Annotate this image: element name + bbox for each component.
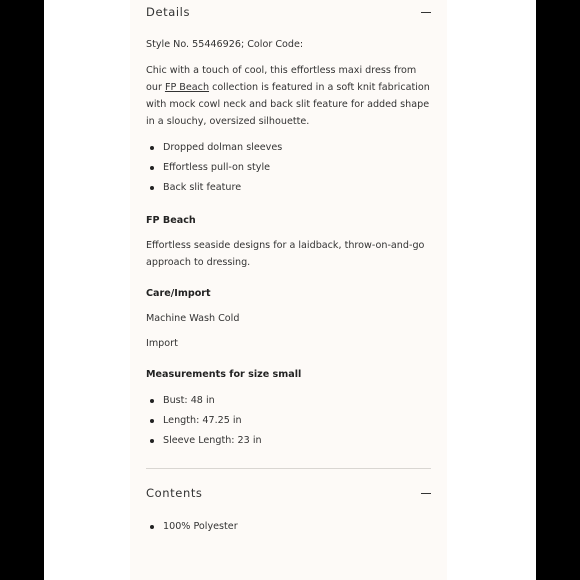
- bullet-icon: [150, 166, 154, 170]
- collapse-minus-icon[interactable]: [421, 493, 431, 494]
- details-title: Details: [146, 5, 191, 19]
- bullet-icon: [150, 525, 154, 529]
- style-number: Style No. 55446926; Color Code:: [146, 39, 304, 50]
- contents-title: Contents: [146, 486, 203, 500]
- care-line-import: Import: [146, 338, 178, 349]
- list-item: [146, 178, 431, 198]
- measurement-text: Bust: 48 in: [163, 395, 215, 406]
- contents-list: [146, 517, 431, 537]
- bullet-icon: [150, 399, 154, 403]
- bullet-icon: [150, 439, 154, 443]
- feature-text: Effortless pull-on style: [163, 162, 271, 173]
- feature-text: Dropped dolman sleeves: [163, 142, 283, 153]
- fp-beach-description: Effortless seaside designs for a laidback, throw-on-and-go approach to dressing.: [146, 240, 425, 268]
- care-line-wash: Machine Wash Cold: [146, 313, 240, 324]
- bullet-icon: [150, 146, 154, 150]
- description-text-start: Chic with a touch of cool, this effortless maxi dress from our: [146, 65, 417, 93]
- product-description: [146, 62, 431, 130]
- list-item: [146, 158, 431, 178]
- right-black-bar: [536, 0, 580, 580]
- bullet-icon: [150, 186, 154, 190]
- feature-list: [146, 138, 431, 198]
- description-text-end: collection is featured in a soft knit fabrication with mock cowl neck and back slit feature for added shape in a slouchy, oversized silhouette.: [146, 82, 430, 127]
- product-info-panel: [130, 0, 447, 580]
- section-divider: [146, 468, 431, 469]
- left-black-bar: [0, 0, 44, 580]
- collapse-minus-icon[interactable]: [421, 12, 431, 13]
- measurement-text: Sleeve Length: 23 in: [163, 435, 262, 446]
- measurements-list: [146, 391, 431, 451]
- list-item: [146, 431, 431, 451]
- contents-accordion-header[interactable]: [146, 486, 431, 500]
- details-accordion-header[interactable]: [146, 5, 431, 19]
- contents-text: 100% Polyester: [163, 521, 238, 532]
- list-item: [146, 517, 431, 537]
- measurements-heading: Measurements for size small: [146, 369, 302, 380]
- list-item: [146, 411, 431, 431]
- list-item: [146, 391, 431, 411]
- bullet-icon: [150, 419, 154, 423]
- care-import-heading: Care/Import: [146, 288, 211, 299]
- feature-text: Back slit feature: [163, 182, 242, 193]
- measurement-text: Length: 47.25 in: [163, 415, 242, 426]
- fp-beach-heading: FP Beach: [146, 215, 196, 226]
- list-item: [146, 138, 431, 158]
- fp-beach-link[interactable]: FP Beach: [164, 82, 210, 93]
